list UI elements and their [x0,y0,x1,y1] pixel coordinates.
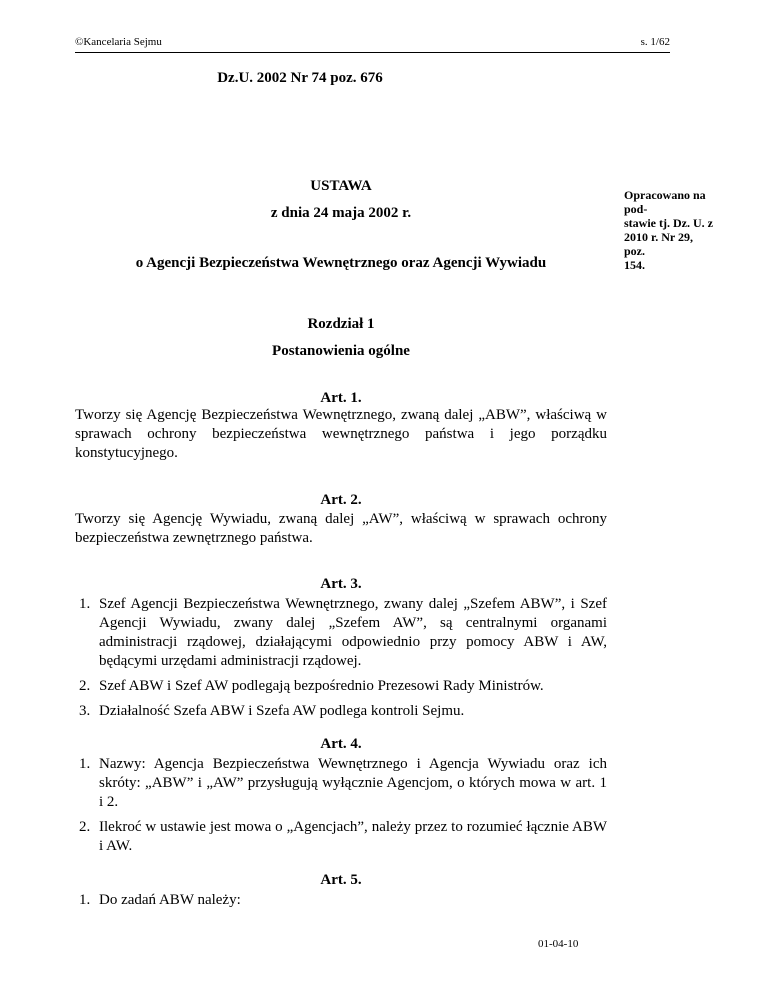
article-4-title: Art. 4. [320,736,362,752]
article-4-items [75,755,607,862]
page-number: s. 1/62 [640,36,670,48]
item-number: 1. [79,596,91,612]
article-3-item [75,702,607,721]
article-4-item [75,818,607,856]
article-1-text: Tworzy się Agencję Bezpieczeństwa Wewnętrznego, zwaną dalej „ABW”, właściwą w sprawach ochrony bezpieczeństwa wewnętrznego państwa i jego porządku konstytucyjnego. [75,407,607,461]
item-text: Działalność Szefa ABW i Szefa AW podlega kontroli Sejmu. [99,703,465,719]
article-3-item [75,677,607,696]
article-4-item [75,755,607,812]
article-2-title: Art. 2. [320,492,362,508]
article-3-item [75,595,607,671]
margin-note-line: Opracowano na pod- [624,188,706,216]
act-date: z dnia 24 maja 2002 r. [270,205,412,221]
article-3-items [75,595,607,727]
margin-note-line: stawie tj. Dz. U. z [624,216,713,230]
item-text: Ilekroć w ustawie jest mowa o „Agencjach”, należy przez to rozumieć łącznie ABW i AW. [99,819,607,854]
item-number: 2. [79,678,91,694]
article-1-title: Art. 1. [320,390,362,406]
article-5-title: Art. 5. [320,872,362,888]
item-text: Do zadań ABW należy: [99,892,241,908]
act-subject: o Agencji Bezpieczeństwa Wewnętrznego oraz Agencji Wywiadu [135,255,547,271]
item-number: 1. [79,892,91,908]
item-text: Szef ABW i Szef AW podlegają bezpośrednio Prezesowi Rady Ministrów. [99,678,544,694]
item-text: Nazwy: Agencja Bezpieczeństwa Wewnętrznego i Agencja Wywiadu oraz ich skróty: „ABW” i „AW” przysługują wyłącznie Agencjom, o których mowa w art. 1 i 2. [99,756,607,810]
article-3-title: Art. 3. [320,576,362,592]
margin-note-line: 154. [624,258,645,272]
chapter-title: Rozdział 1 [307,316,375,332]
item-number: 1. [79,756,91,772]
item-number: 2. [79,819,91,835]
header-rule [75,52,670,53]
document-reference: Dz.U. 2002 Nr 74 poz. 676 [217,70,383,86]
header-source: ©Kancelaria Sejmu [75,36,162,48]
margin-note-line: 2010 r. Nr 29, poz. [624,230,693,258]
chapter-subtitle: Postanowienia ogólne [272,343,410,359]
article-2-text: Tworzy się Agencję Wywiadu, zwaną dalej „AW”, właściwą w sprawach ochrony bezpieczeństwa zewnętrznego państwa. [75,511,607,546]
act-kind: USTAWA [310,178,372,194]
item-number: 3. [79,703,91,719]
margin-note [624,188,714,272]
footer-date: 01-04-10 [538,938,579,950]
item-text: Szef Agencji Bezpieczeństwa Wewnętrznego, zwany dalej „Szefem ABW”, i Szef Agencji Wywiadu, zwany dalej „Szefem AW”, są centralnymi organami administracji rządowej, działającymi odpowiednio przy pomocy ABW i AW, będącymi urzędami administracji rządowej. [99,596,607,669]
article-5-item [75,891,607,910]
article-5-items [75,891,607,916]
